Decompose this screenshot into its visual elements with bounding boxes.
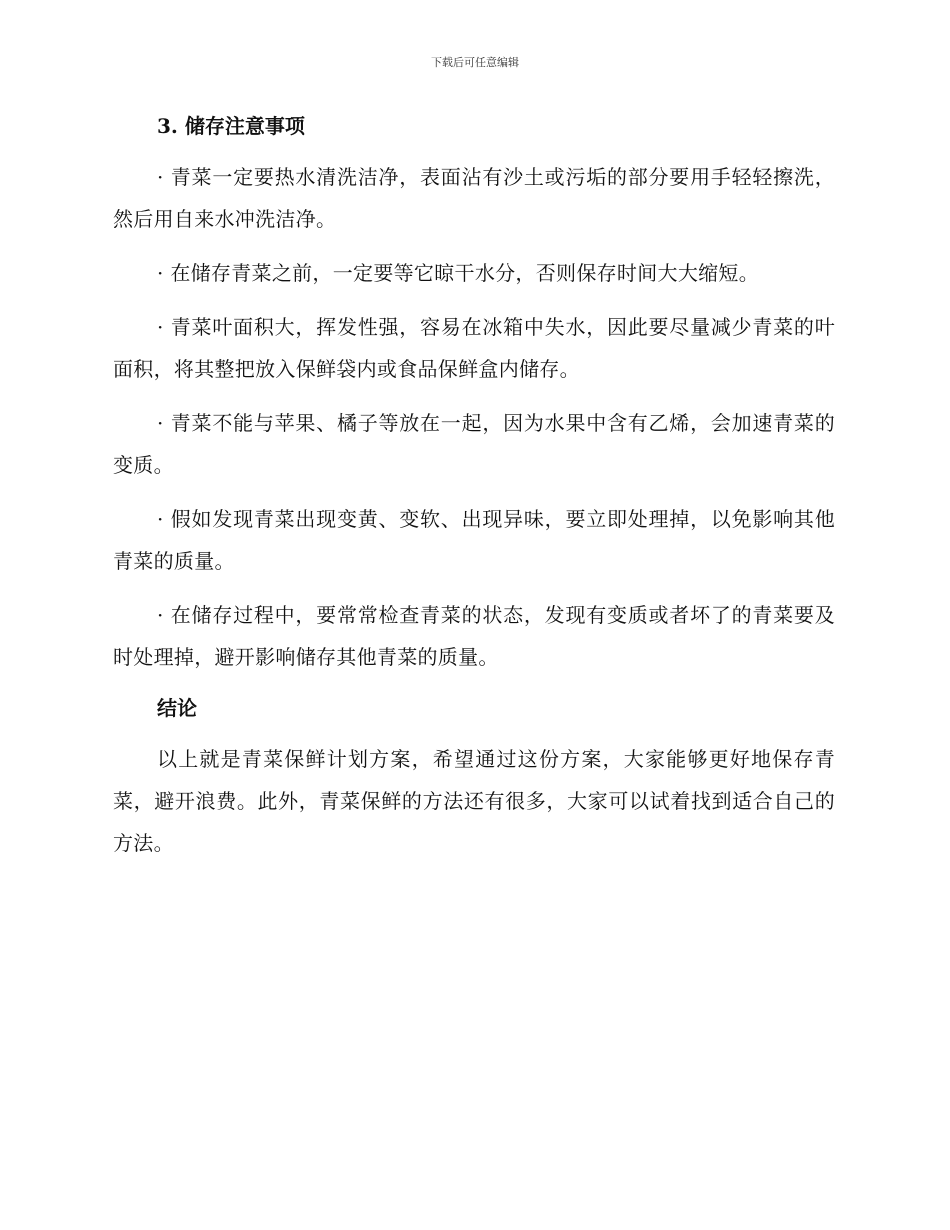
bullet-item-5: · 假如发现青菜出现变黄、变软、出现异味，要立即处理掉，以免影响其他青菜的质量。 [113,507,835,573]
bullet-item-2: · 在储存青菜之前，一定要等它晾干水分，否则保存时间大大缩短。 [157,261,760,285]
bullet-item-6: · 在储存过程中，要常常检查青菜的状态，发现有变质或者坏了的青菜要及时处理掉，避开影响储存其他青菜的质量。 [113,603,835,669]
conclusion-heading: 结论 [157,696,197,720]
document-body [113,108,835,864]
header-note: 下载后可任意编辑 [431,56,519,69]
bullet-item-1: · 青菜一定要热水清洗洁净，表面沾有沙土或污垢的部分要用手轻轻擦洗，然后用自来水冲洗洁净。 [113,165,835,231]
bullet-item-4: · 青菜不能与苹果、橘子等放在一起，因为水果中含有乙烯，会加速青菜的变质。 [113,411,835,477]
section-heading: 3. 储存注意事项 [157,114,305,138]
conclusion-paragraph: 以上就是青菜保鲜计划方案，希望通过这份方案，大家能够更好地保存青菜，避开浪费。此外，青菜保鲜的方法还有很多，大家可以试着找到适合自己的方法。 [113,747,835,855]
bullet-item-3: · 青菜叶面积大，挥发性强，容易在冰箱中失水，因此要尽量减少青菜的叶面积，将其整把放入保鲜袋内或食品保鲜盒内储存。 [113,315,835,381]
